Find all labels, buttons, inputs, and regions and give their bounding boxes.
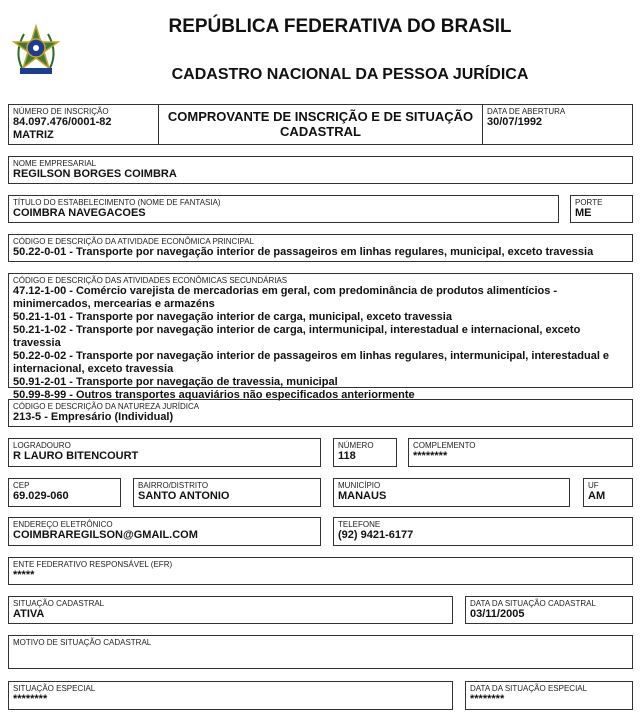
- field-value: ********: [470, 693, 505, 705]
- data-situacao-especial-field: [465, 681, 633, 710]
- natureza-juridica-field: [8, 399, 633, 427]
- comprovante-line2: CADASTRAL: [280, 124, 361, 139]
- cep-field: [8, 478, 121, 507]
- field-label: MUNICÍPIO: [338, 481, 381, 490]
- field-label: PORTE: [575, 198, 603, 207]
- comprovante-title-box: [158, 104, 483, 145]
- field-value-extra: MATRIZ: [13, 129, 54, 141]
- nome-empresarial-field: [8, 156, 633, 184]
- logradouro-field: [8, 438, 321, 467]
- field-value: COIMBRAREGILSON@GMAIL.COM: [13, 529, 198, 541]
- field-label: UF: [588, 481, 599, 490]
- comprovante-line1: COMPROVANTE DE INSCRIÇÃO E DE SITUAÇÃO: [167, 109, 474, 124]
- list-item: 47.12-1-00 - Comércio varejista de mercadorias em geral, com predominância de produtos alimentícios - minimercados, mercearias e armazéns: [13, 285, 558, 310]
- field-value: REGILSON BORGES COIMBRA: [13, 168, 177, 180]
- field-label: DATA DA SITUAÇÃO ESPECIAL: [470, 684, 588, 693]
- uf-field: [583, 478, 633, 507]
- list-item: 50.91-2-01 - Transporte por navegação de travessia, municipal: [13, 376, 338, 388]
- field-label: NÚMERO: [338, 441, 374, 450]
- field-label: CÓDIGO E DESCRIÇÃO DA ATIVIDADE ECONÔMICA PRINCIPAL: [13, 237, 255, 246]
- list-item: 50.22-0-02 - Transporte por navegação interior de passageiros em linhas regulares, intermunicipal, interestadual e internacional, exceto travessia: [13, 350, 610, 375]
- field-label: SITUAÇÃO ESPECIAL: [13, 684, 96, 693]
- motivo-situacao-field: [8, 635, 633, 669]
- field-value: ME: [575, 207, 592, 219]
- field-label: LOGRADOURO: [13, 441, 71, 450]
- atividade-principal-field: [8, 234, 633, 262]
- field-label: ENDEREÇO ELETRÔNICO: [13, 520, 113, 529]
- list-item: 50.99-8-99 - Outros transportes aquaviários não especificados anteriormente: [13, 389, 415, 401]
- porte-field: [570, 195, 633, 223]
- field-label: NÚMERO DE INSCRIÇÃO: [13, 107, 109, 116]
- numero-field: [333, 438, 397, 467]
- field-label: NOME EMPRESARIAL: [13, 159, 97, 168]
- field-value: ********: [413, 450, 448, 462]
- field-value: ********: [13, 693, 48, 705]
- field-value: AM: [588, 490, 606, 502]
- field-label: TELEFONE: [338, 520, 381, 529]
- list-item: 50.21-1-02 - Transporte por navegação interior de carga, intermunicipal, interestadual e internacional, exceto travessia: [13, 324, 581, 349]
- telefone-field: [333, 517, 633, 546]
- field-value: (92) 9421-6177: [338, 529, 414, 541]
- data-abertura-field: [482, 104, 633, 145]
- field-label: DATA DE ABERTURA: [487, 107, 566, 116]
- field-label: ENTE FEDERATIVO RESPONSÁVEL (EFR): [13, 560, 173, 569]
- field-value: 03/11/2005: [470, 608, 525, 620]
- field-value: 118: [338, 450, 356, 462]
- field-value: 50.22-0-01 - Transporte por navegação interior de passageiros em linhas regulares, municipal, exceto travessia: [13, 246, 594, 258]
- field-value: *****: [13, 569, 35, 581]
- field-value: MANAUS: [338, 490, 387, 502]
- field-value: ATIVA: [13, 608, 45, 620]
- field-label: TÍTULO DO ESTABELECIMENTO (NOME DE FANTASIA): [13, 198, 221, 207]
- titulo-estabelecimento-field: [8, 195, 559, 223]
- field-value: 84.097.476/0001-82: [13, 116, 112, 128]
- numero-inscricao-field: [8, 104, 159, 145]
- brazil-coat-of-arms-icon: [10, 24, 62, 78]
- field-value: COIMBRA NAVEGACOES: [13, 207, 146, 219]
- field-label: MOTIVO DE SITUAÇÃO CADASTRAL: [13, 638, 152, 647]
- field-label: CÓDIGO E DESCRIÇÃO DA NATUREZA JURÍDICA: [13, 402, 200, 411]
- efr-field: [8, 557, 633, 585]
- field-value: 30/07/1992: [487, 116, 543, 128]
- field-label: CEP: [13, 481, 30, 490]
- field-value: 69.029-060: [13, 490, 69, 502]
- field-label: BAIRRO/DISTRITO: [138, 481, 209, 490]
- page-subtitle: CADASTRO NACIONAL DA PESSOA JURÍDICA: [171, 66, 529, 83]
- complemento-field: [408, 438, 633, 467]
- field-label: CÓDIGO E DESCRIÇÃO DAS ATIVIDADES ECONÔMICAS SECUNDÁRIAS: [13, 276, 288, 285]
- municipio-field: [333, 478, 570, 507]
- situacao-especial-field: [8, 681, 453, 710]
- atividades-secundarias-field: [8, 273, 633, 401]
- field-label: SITUAÇÃO CADASTRAL: [13, 599, 105, 608]
- data-situacao-cadastral-field: [465, 596, 633, 624]
- field-label: DATA DA SITUAÇÃO CADASTRAL: [470, 599, 596, 608]
- list-item: 50.21-1-01 - Transporte por navegação interior de carga, municipal, exceto travessia: [13, 311, 452, 323]
- field-value: 213-5 - Empresário (Individual): [13, 411, 174, 423]
- situacao-cadastral-field: [8, 596, 453, 624]
- email-field: [8, 517, 321, 546]
- field-value: R LAURO BITENCOURT: [13, 450, 139, 462]
- bairro-field: [133, 478, 321, 507]
- page-title: REPÚBLICA FEDERATIVA DO BRASIL: [168, 16, 512, 37]
- field-value: SANTO ANTONIO: [138, 490, 230, 502]
- field-label: COMPLEMENTO: [413, 441, 476, 450]
